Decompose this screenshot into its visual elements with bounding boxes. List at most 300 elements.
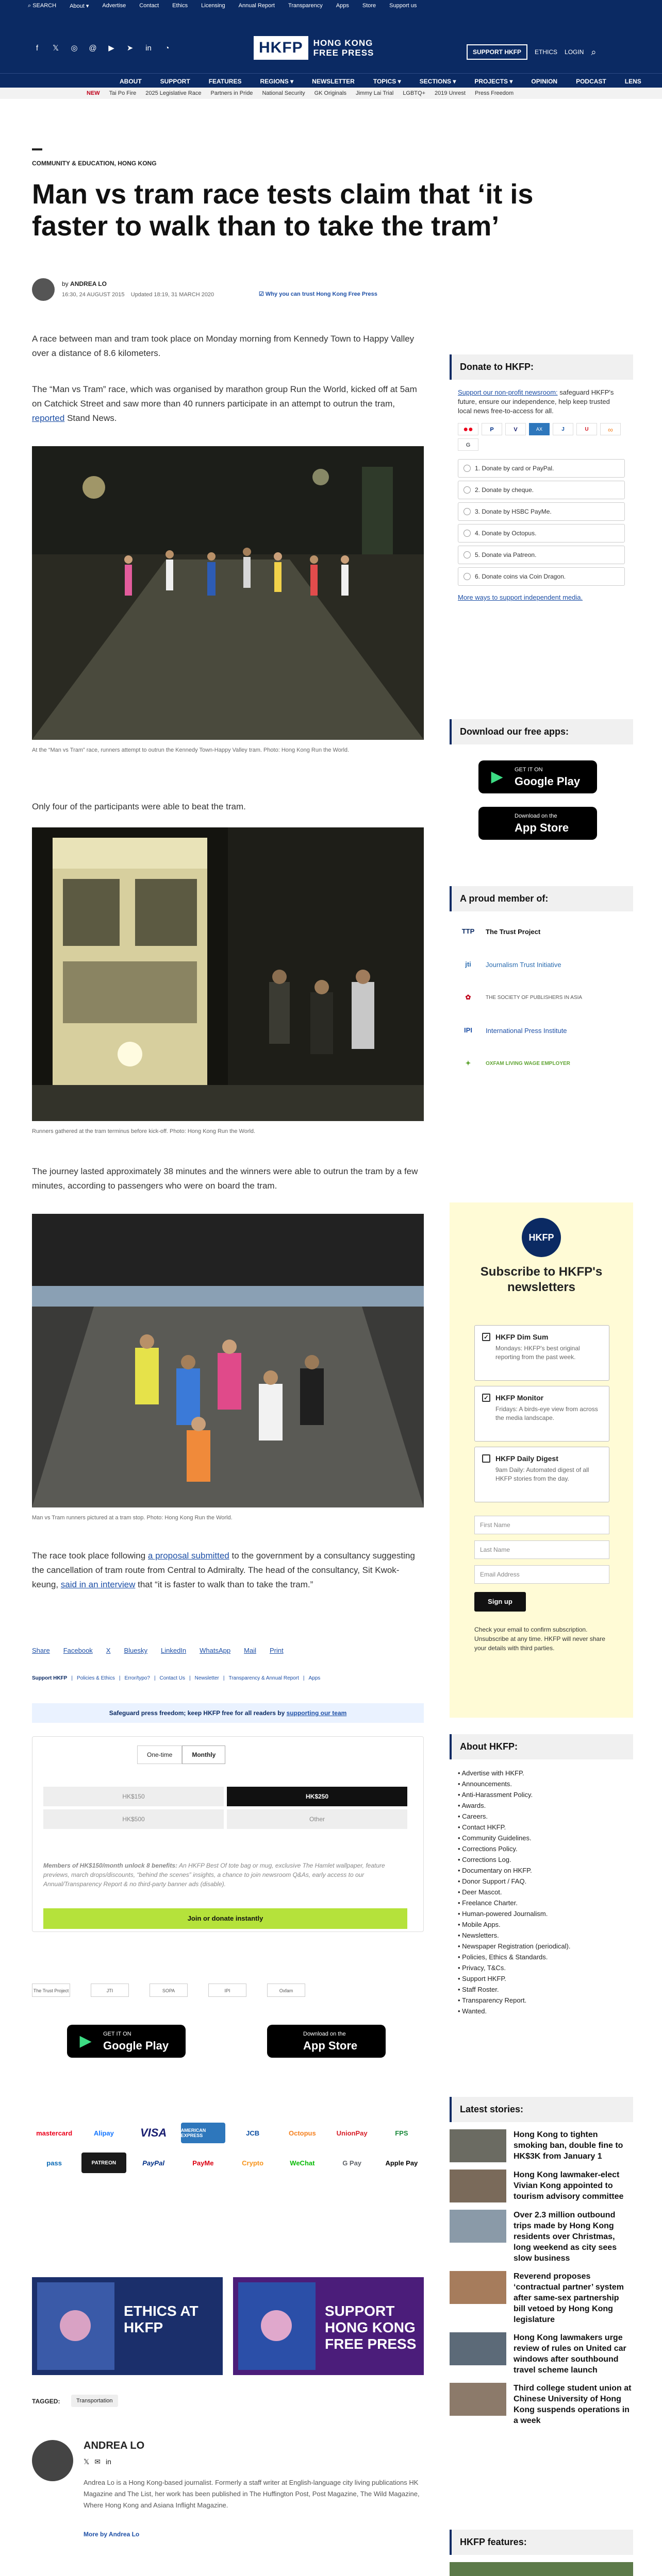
- updated-date: Updated 18:19, 31 MARCH 2020: [130, 292, 214, 298]
- about-link[interactable]: • Donor Support / FAQ.: [458, 1877, 527, 1885]
- join-donate-button[interactable]: Join or donate instantly: [43, 1908, 407, 1929]
- trending-link[interactable]: 2019 Unrest: [435, 90, 466, 96]
- paypal-icon: PayPal: [142, 2159, 164, 2167]
- sidebar-app-store-button[interactable]: [478, 807, 597, 840]
- about-link[interactable]: • Corrections Log.: [458, 1856, 511, 1863]
- footer-link[interactable]: Apps: [308, 1675, 321, 1681]
- article-paragraph: [32, 382, 424, 426]
- feature-image: [450, 2562, 633, 2576]
- paragraph-text: The race took place following: [32, 1551, 146, 1561]
- main-nav: [0, 73, 662, 88]
- store-big-text: Google Play: [103, 2039, 169, 2052]
- sidebar-features: [450, 2530, 633, 2576]
- trending-link[interactable]: Jimmy Lai Trial: [355, 90, 394, 96]
- trending-link[interactable]: Partners in Pride: [210, 90, 253, 96]
- amount-option-selected[interactable]: HK$250: [227, 1787, 407, 1806]
- threads-icon[interactable]: @: [89, 44, 97, 53]
- search-label: SEARCH: [32, 3, 57, 9]
- share-x[interactable]: X: [106, 1647, 111, 1654]
- donate-option[interactable]: [458, 459, 625, 478]
- about-link-label: Freelance Charter.: [462, 1899, 518, 1907]
- mastercard-icon: ●●: [458, 423, 478, 435]
- article-photo-tram-stop: [32, 1214, 424, 1507]
- member-sopa[interactable]: [450, 985, 633, 1010]
- paypal-icon: P: [482, 423, 502, 435]
- alipay-icon: Alipay: [93, 2129, 114, 2137]
- trending-link[interactable]: Tai Po Fire: [109, 90, 137, 96]
- login-link[interactable]: LOGIN: [565, 48, 584, 56]
- member-benefits: [43, 1861, 407, 1889]
- sidebar-donate-heading: Donate to HKFP:: [450, 354, 633, 380]
- payment-logos: [32, 2123, 424, 2173]
- linkedin-icon[interactable]: in: [106, 2458, 111, 2466]
- latest-story[interactable]: [450, 2129, 633, 2162]
- sidebar-pay-icons: [458, 423, 625, 451]
- benefits-heading: Members of HK$150/month unlock 8 benefits:: [43, 1862, 178, 1869]
- about-link[interactable]: • Staff Roster.: [458, 1986, 499, 1993]
- about-link-label: Newsletters.: [462, 1931, 499, 1939]
- header-actions: [467, 44, 596, 60]
- footer-link[interactable]: Transparency & Annual Report: [228, 1675, 299, 1681]
- latest-thumb: [450, 2129, 506, 2162]
- about-link-label: Mobile Apps.: [462, 1921, 501, 1928]
- safeguard-banner: [32, 1703, 424, 1723]
- payme-icon: PayMe: [192, 2159, 214, 2167]
- author-name-link[interactable]: ANDREA LO: [70, 280, 107, 287]
- nav-item[interactable]: OPINION: [531, 78, 558, 85]
- donate-option-label: 4. Donate by Octopus.: [475, 530, 537, 537]
- about-link[interactable]: • Awards.: [458, 1802, 486, 1809]
- topbar-link[interactable]: About ▾: [70, 3, 89, 9]
- about-link[interactable]: • Freelance Charter.: [458, 1899, 518, 1907]
- sidebar-members-heading: A proud member of:: [450, 886, 633, 911]
- article-photo-tram: [32, 827, 424, 1121]
- site-logo[interactable]: [254, 36, 374, 60]
- latest-story[interactable]: [450, 2383, 633, 2426]
- frequency-toggle: [137, 1745, 225, 1764]
- signup-button[interactable]: Sign up: [474, 1592, 526, 1612]
- about-link-label: Announcements.: [461, 1780, 512, 1788]
- trending-link[interactable]: 2025 Legislative Race: [145, 90, 202, 96]
- about-link[interactable]: • Anti-Harassment Policy.: [458, 1791, 533, 1799]
- apple-pay-icon: Apple Pay: [385, 2159, 418, 2167]
- badge-jti[interactable]: JTI: [91, 1984, 129, 1997]
- google-pay-icon: G Pay: [342, 2159, 362, 2167]
- newsletter-note: Check your email to confirm subscription. Unsubscribe at any time. HKFP will never share your details with third parties.: [474, 1626, 605, 1652]
- first-name-field[interactable]: First Name: [474, 1516, 609, 1534]
- google-play-icon: ▶: [79, 2032, 92, 2049]
- share-linkedin[interactable]: LinkedIn: [161, 1647, 187, 1654]
- sidebar-google-play-button[interactable]: [478, 760, 597, 793]
- about-link[interactable]: • Human-powered Journalism.: [458, 1910, 548, 1918]
- ipi-icon: IPI: [464, 1026, 472, 1034]
- member-oxfam[interactable]: [450, 1050, 633, 1076]
- sidebar-about-heading: About HKFP:: [450, 1734, 633, 1759]
- author-bio: Andrea Lo is a Hong Kong-based journalist. Formerly a staff writer at English-language city living publications HK Magazine and The List, her work has been published in The Huffington Post, Post Magazine, The Wild Magazine, Where Hong Kong and Asiana Inflight Magazine.: [84, 2479, 420, 2509]
- support-banner[interactable]: [233, 2277, 424, 2375]
- sidebar-features-heading: HKFP features:: [450, 2530, 633, 2555]
- google-pay-icon: G: [458, 438, 478, 451]
- more-ways-link[interactable]: More ways to support independent media.: [458, 594, 583, 601]
- author-box-avatar[interactable]: [32, 2440, 73, 2481]
- photo-caption: At the “Man vs Tram” race, runners attempt to outrun the Kennedy Town-Happy Valley tram. Photo: Hong Kong Run the World.: [32, 747, 350, 753]
- share-label[interactable]: Share: [32, 1647, 50, 1654]
- jcb-icon: J: [553, 423, 573, 435]
- about-link[interactable]: • Contact HKFP.: [458, 1823, 506, 1831]
- visa-icon: VISA: [140, 2126, 167, 2139]
- member-name: The Trust Project: [486, 927, 541, 936]
- author-box-name[interactable]: ANDREA LO: [84, 2440, 145, 2451]
- latest-story[interactable]: [450, 2170, 633, 2202]
- radio-icon: [464, 551, 471, 558]
- about-link-label: Policies, Ethics & Standards.: [462, 1953, 548, 1961]
- topbar-link[interactable]: Store: [362, 3, 376, 9]
- topbar-link[interactable]: Advertise: [102, 3, 126, 9]
- nav-item[interactable]: NEWSLETTER: [312, 78, 355, 85]
- safeguard-link[interactable]: supporting our team: [286, 1709, 347, 1717]
- trust-project-icon: TTP: [461, 927, 475, 935]
- about-link-label: Transparency Report.: [461, 1996, 527, 2004]
- visa-icon: V: [505, 423, 526, 435]
- mail-icon[interactable]: ✉: [94, 2458, 101, 2466]
- amount-option[interactable]: HK$150: [43, 1787, 224, 1806]
- tagged-label: TAGGED:: [32, 2398, 60, 2405]
- amex-icon: AMERICAN EXPRESS: [181, 2123, 225, 2143]
- paragraph-text: Stand News.: [67, 413, 117, 423]
- newsletter-option[interactable]: [474, 1386, 609, 1442]
- about-link[interactable]: • Privacy, T&Cs.: [458, 1964, 506, 1972]
- newsletter-option[interactable]: [474, 1325, 609, 1381]
- article-footer-links: Support HKFP | Policies & Ethics | Error/typo? | Contact Us | Newsletter | Transparency & Annual Report | Apps: [32, 1675, 321, 1681]
- search-link[interactable]: ⌕ SEARCH: [28, 3, 57, 9]
- nav-item[interactable]: SUPPORT: [160, 78, 190, 85]
- about-link-label: Advertise with HKFP.: [461, 1769, 524, 1777]
- about-link[interactable]: • Newspaper Registration (periodical).: [458, 1942, 571, 1950]
- latest-headline: Reverend proposes ‘contractual partner’ system after same-sex partnership bill vetoed by Hong Kong legislature: [514, 2272, 624, 2324]
- unionpay-icon: UnionPay: [336, 2129, 368, 2137]
- donate-option-label: 5. Donate via Patreon.: [475, 551, 537, 558]
- about-link[interactable]: • Community Guidelines.: [458, 1834, 532, 1842]
- sidebar-apps: [450, 719, 633, 834]
- telegram-icon[interactable]: ➤: [126, 44, 134, 53]
- safeguard-text: Safeguard press freedom; keep HKFP free for all readers by: [109, 1709, 285, 1717]
- latest-story[interactable]: [450, 2210, 633, 2264]
- logo-line-2: FREE PRESS: [313, 48, 374, 58]
- sidebar-about: [450, 1734, 633, 2025]
- about-link-label: Anti-Harassment Policy.: [461, 1791, 533, 1799]
- about-link[interactable]: • Transparency Report.: [458, 1996, 527, 2004]
- store-small-text: GET IT ON: [103, 2031, 131, 2037]
- unionpay-icon: U: [576, 423, 597, 435]
- photo-caption: Man vs Tram runners pictured at a tram stop. Photo: Hong Kong Run the World.: [32, 1515, 233, 1521]
- about-link[interactable]: • Support HKFP.: [458, 1975, 506, 1982]
- top-utility-bar: [0, 0, 662, 11]
- amount-option[interactable]: Other: [227, 1809, 407, 1829]
- about-link-label: Wanted.: [462, 2007, 487, 2015]
- latest-headline: Hong Kong to tighten smoking ban, double fine to HK$3K from January 1: [514, 2130, 623, 2161]
- title-rule: [32, 148, 42, 150]
- author-avatar[interactable]: [32, 278, 55, 301]
- donate-option-label: 2. Donate by cheque.: [475, 486, 534, 494]
- why-trust-link[interactable]: ☑ Why you can trust Hong Kong Free Press: [259, 291, 377, 297]
- donate-option-label: 3. Donate by HSBC PayMe.: [475, 508, 552, 515]
- apple-icon: [276, 2032, 295, 2050]
- ethics-link[interactable]: ETHICS: [535, 48, 558, 56]
- octopus-icon: ∞: [600, 423, 621, 435]
- article-paragraph: A race between man and tram took place on Monday morning from Kennedy Town to Happy Valley over a distance of 8.6 kilometers.: [32, 334, 415, 358]
- about-link[interactable]: • Newsletters.: [458, 1931, 499, 1939]
- footer-link[interactable]: Error/typo?: [124, 1675, 150, 1681]
- checkbox-icon[interactable]: [482, 1454, 490, 1463]
- pass-icon: pass: [46, 2159, 62, 2167]
- badge-sopa[interactable]: SOPA: [150, 1984, 188, 1997]
- search-icon[interactable]: ⌕: [591, 46, 597, 57]
- about-link-label: Newspaper Registration (periodical).: [462, 1942, 571, 1950]
- octopus-icon: Octopus: [289, 2129, 316, 2137]
- site-header: [0, 11, 662, 73]
- badge-trust-project[interactable]: The Trust Project: [32, 1984, 70, 1997]
- topbar-link[interactable]: Transparency: [288, 3, 323, 9]
- footer-link[interactable]: Support HKFP: [32, 1675, 68, 1681]
- store-small-text: Download on the: [303, 2031, 346, 2037]
- latest-headline: Hong Kong lawmakers urge review of rules on United car windows after southbound travel scheme launch: [514, 2333, 626, 2375]
- latest-story[interactable]: [450, 2271, 633, 2325]
- trending-link[interactable]: GK Originals: [314, 90, 346, 96]
- article-paragraph: The journey lasted approximately 38 minutes and the winners were able to outrun the tram by a few minutes, according to passengers who were on board the tram.: [32, 1166, 418, 1191]
- nav-item[interactable]: PODCAST: [576, 78, 606, 85]
- footer-link[interactable]: Contact Us: [159, 1675, 186, 1681]
- about-link-label: Staff Roster.: [462, 1986, 499, 1993]
- newsletter-title: Subscribe to HKFP's newsletters: [480, 1265, 603, 1294]
- nav-item[interactable]: SECTIONS ▾: [419, 78, 456, 85]
- checkbox-icon[interactable]: ✓: [482, 1394, 490, 1402]
- new-badge: NEW: [87, 90, 100, 96]
- radio-icon: [464, 530, 471, 537]
- trending-link[interactable]: LGBTQ+: [403, 90, 426, 96]
- mastercard-icon: mastercard: [36, 2129, 73, 2137]
- interview-link[interactable]: said in an interview: [60, 1580, 136, 1589]
- about-link-label: Community Guidelines.: [462, 1834, 532, 1842]
- freq-monthly[interactable]: Monthly: [182, 1745, 225, 1764]
- support-hkfp-button[interactable]: SUPPORT HKFP: [467, 44, 527, 60]
- member-name: THE SOCIETY OF PUBLISHERS IN ASIA: [486, 994, 583, 1001]
- donate-intro: [458, 388, 625, 416]
- store-small-text: GET IT ON: [515, 767, 543, 773]
- by-prefix: by: [62, 280, 69, 287]
- about-link-label: Awards.: [461, 1802, 486, 1809]
- nav-item[interactable]: REGIONS ▾: [260, 78, 294, 85]
- sidebar-apps-heading: Download our free apps:: [450, 719, 633, 744]
- newsletter-name: HKFP Monitor: [495, 1394, 544, 1402]
- about-list: [450, 1759, 633, 2025]
- topbar-link[interactable]: Ethics: [172, 3, 188, 9]
- share-bluesky[interactable]: Bluesky: [124, 1647, 147, 1654]
- about-link-label: Donor Support / FAQ.: [462, 1877, 527, 1885]
- last-name-field[interactable]: Last Name: [474, 1540, 609, 1559]
- author-line: [62, 280, 107, 287]
- about-link[interactable]: • Announcements.: [458, 1780, 512, 1788]
- newsletter-name: HKFP Daily Digest: [495, 1454, 558, 1463]
- footer-link[interactable]: Policies & Ethics: [76, 1675, 115, 1681]
- about-link-label: Careers.: [462, 1812, 488, 1820]
- app-store-button[interactable]: [267, 2025, 386, 2058]
- about-link-label: Deer Mascot.: [462, 1888, 502, 1896]
- trending-link[interactable]: Press Freedom: [474, 90, 514, 96]
- donation-widget: [32, 1736, 424, 1932]
- about-link[interactable]: • Deer Mascot.: [458, 1888, 502, 1896]
- member-name: Journalism Trust Initiative: [486, 960, 561, 969]
- newsletter-badge-text: HKFP: [528, 1232, 554, 1243]
- amount-option[interactable]: HK$500: [43, 1809, 224, 1829]
- about-link-label: Contact HKFP.: [462, 1823, 506, 1831]
- youtube-icon[interactable]: ▶: [108, 44, 114, 53]
- radio-icon: [464, 465, 471, 472]
- trending-link[interactable]: National Security: [262, 90, 305, 96]
- radio-icon: [464, 573, 471, 580]
- ethics-banner[interactable]: [32, 2277, 223, 2375]
- nav-item[interactable]: PROJECTS ▾: [474, 78, 513, 85]
- published-date: 16:30, 24 AUGUST 2015: [62, 292, 125, 298]
- about-link-label: Documentary on HKFP.: [462, 1867, 532, 1874]
- member-name: OXFAM LIVING WAGE EMPLOYER: [486, 1060, 570, 1066]
- feature-story[interactable]: [450, 2562, 633, 2576]
- photo-caption: Runners gathered at the tram terminus before kick-off. Photo: Hong Kong Run the World.: [32, 1128, 256, 1134]
- newsletter-name: HKFP Dim Sum: [495, 1333, 549, 1341]
- newsletter-option[interactable]: [474, 1447, 609, 1502]
- oxfam-icon: ✦: [465, 1059, 471, 1067]
- latest-headline: Hong Kong lawmaker-elect Vivian Kong appointed to tourism advisory committee: [514, 2171, 624, 2201]
- member-badges-row: [32, 1984, 305, 1997]
- latest-thumb: [450, 2210, 506, 2243]
- about-link-label: Corrections Log.: [462, 1856, 511, 1863]
- author-social: [84, 2458, 111, 2466]
- about-link-label: Privacy, T&Cs.: [462, 1964, 506, 1972]
- donate-option[interactable]: [458, 567, 625, 586]
- store-big-text: App Store: [515, 821, 569, 834]
- about-link[interactable]: • Policies, Ethics & Standards.: [458, 1953, 548, 1961]
- donate-option-label: 1. Donate by card or PayPal.: [475, 465, 554, 472]
- reported-link[interactable]: reported: [32, 413, 65, 423]
- latest-headline: Third college student union at Chinese University of Hong Kong suspends operations in a week: [514, 2384, 632, 2425]
- donate-intro-link[interactable]: Support our non-profit newsroom:: [458, 388, 558, 396]
- about-link[interactable]: • Advertise with HKFP.: [458, 1769, 524, 1777]
- topbar-link[interactable]: Apps: [336, 3, 349, 9]
- store-big-text: App Store: [303, 2039, 358, 2052]
- facebook-icon[interactable]: f: [36, 44, 39, 53]
- badge-oxfam[interactable]: Oxfam: [267, 1984, 305, 1997]
- amex-icon: AX: [529, 423, 550, 435]
- sopa-icon: ✿: [465, 993, 471, 1001]
- social-links: [32, 43, 172, 54]
- sidebar-members: [450, 886, 633, 1083]
- topbar-link[interactable]: Licensing: [201, 3, 225, 9]
- email-field[interactable]: Email Address: [474, 1565, 609, 1584]
- newsletter-badge: [522, 1218, 561, 1257]
- ethics-banner-text: ETHICS AT HKFP: [124, 2303, 198, 2335]
- proposal-link[interactable]: a proposal submitted: [147, 1551, 229, 1561]
- topbar-link[interactable]: Support us: [389, 3, 417, 9]
- logo-line-1: HONG KONG: [313, 38, 373, 48]
- article-title: Man vs tram race tests claim that ‘it is faster to walk than to take the tram’: [32, 179, 534, 242]
- jti-icon: jti: [465, 960, 471, 968]
- about-link[interactable]: • Documentary on HKFP.: [458, 1867, 532, 1874]
- rss-icon[interactable]: ◔: [164, 44, 170, 53]
- latest-thumb: [450, 2332, 506, 2365]
- about-link[interactable]: • Wanted.: [458, 2007, 487, 2015]
- google-play-icon: ▶: [491, 768, 503, 785]
- support-banner-text: SUPPORT HONG KONG FREE PRESS: [325, 2303, 417, 2352]
- article-dates: [62, 292, 214, 298]
- benefits-text: An HKFP Best Of tote bag or mug, exclusive The Hamlet wallpaper, feature previews, march drops/discounts, “behind the scenes” insights, a chance to join newsroom Q&As, early access to our Annual/Transparency Report & no third-party banner ads (disable).: [43, 1862, 385, 1888]
- instagram-icon[interactable]: ◎: [71, 44, 78, 53]
- tag-pill[interactable]: Transportation: [71, 2395, 118, 2407]
- sidebar-donate: [450, 354, 633, 611]
- nav-item[interactable]: LENS: [624, 78, 641, 85]
- x-icon[interactable]: 𝕏: [84, 2458, 90, 2466]
- sidebar-latest: [450, 2097, 633, 2426]
- newsletter-desc: Fridays: A birds-eye view from across the media landscape.: [495, 1405, 598, 1421]
- donate-option[interactable]: [458, 546, 625, 564]
- radio-icon: [464, 508, 471, 515]
- donate-option[interactable]: [458, 481, 625, 499]
- share-facebook[interactable]: Facebook: [63, 1647, 93, 1654]
- more-by-author-link[interactable]: More by Andrea Lo: [84, 2531, 140, 2538]
- member-trust-project[interactable]: [450, 919, 633, 944]
- topbar-link[interactable]: Annual Report: [238, 3, 275, 9]
- article-paragraph: [32, 1549, 424, 1592]
- nav-item[interactable]: TOPICS ▾: [373, 78, 401, 85]
- latest-thumb: [450, 2271, 506, 2304]
- share-mail[interactable]: Mail: [244, 1647, 256, 1654]
- share-print[interactable]: Print: [269, 1647, 284, 1654]
- store-big-text: Google Play: [515, 775, 581, 788]
- freq-one-time[interactable]: One-time: [137, 1745, 182, 1764]
- about-link[interactable]: • Careers.: [458, 1812, 488, 1820]
- topbar-link[interactable]: Contact: [139, 3, 159, 9]
- linkedin-icon[interactable]: in: [145, 44, 152, 53]
- member-jti[interactable]: [450, 952, 633, 977]
- about-link[interactable]: • Corrections Policy.: [458, 1845, 518, 1853]
- x-icon[interactable]: 𝕏: [52, 44, 59, 53]
- article-category[interactable]: COMMUNITY & EDUCATION, HONG KONG: [32, 160, 157, 167]
- apple-icon: [488, 814, 506, 833]
- article-photo-runners: [32, 446, 424, 740]
- checkbox-icon[interactable]: ✓: [482, 1333, 490, 1341]
- footer-link[interactable]: Newsletter: [194, 1675, 219, 1681]
- nav-item[interactable]: ABOUT: [120, 78, 142, 85]
- latest-headline: Over 2.3 million outbound trips made by Hong Kong residents over Christmas, long weekend as city sees slow business: [514, 2211, 617, 2263]
- about-link-label: Support HKFP.: [462, 1975, 506, 1982]
- donate-option[interactable]: [458, 502, 625, 521]
- donate-option-label: 6. Donate coins via Coin Dragon.: [475, 573, 566, 580]
- latest-story[interactable]: [450, 2332, 633, 2376]
- paragraph-text: that “it is faster to walk than to take the tram.”: [138, 1580, 313, 1589]
- logo-text: [313, 38, 374, 58]
- fps-icon: FPS: [395, 2129, 408, 2137]
- about-link-label: Human-powered Journalism.: [462, 1910, 548, 1918]
- google-play-button[interactable]: [67, 2025, 186, 2058]
- donate-option[interactable]: [458, 524, 625, 543]
- store-small-text: Download on the: [515, 813, 557, 819]
- badge-ipi[interactable]: IPI: [208, 1984, 246, 1997]
- share-whatsapp[interactable]: WhatsApp: [200, 1647, 231, 1654]
- patreon-icon: PATREON: [81, 2153, 126, 2173]
- member-ipi[interactable]: [450, 1018, 633, 1043]
- logo-mark: HKFP: [254, 36, 308, 60]
- article-paragraph: Only four of the participants were able to beat the tram.: [32, 802, 246, 811]
- nav-item[interactable]: FEATURES: [208, 78, 242, 85]
- about-link[interactable]: • Mobile Apps.: [458, 1921, 501, 1928]
